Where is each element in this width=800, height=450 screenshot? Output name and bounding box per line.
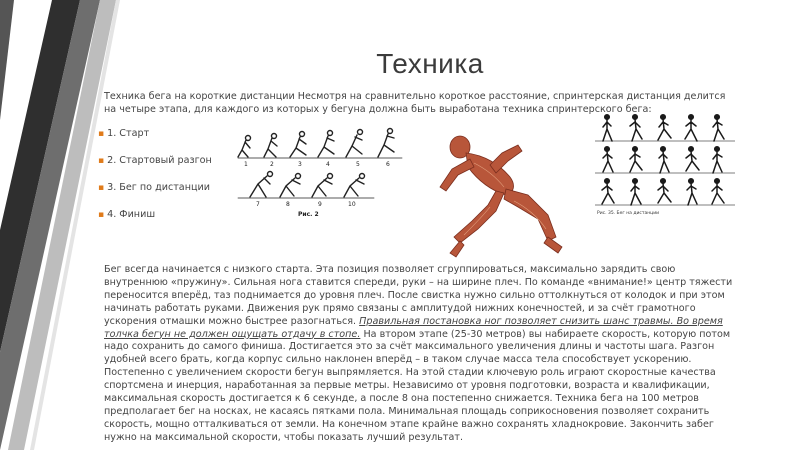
fig-number: 2 bbox=[270, 161, 274, 168]
intro-text: Техника бега на короткие дистанции Несмотря на сравнительно короткое расстояние, спринтерская дистанция делится на четыре этапа, для каждого из которых у бегуна должна быть выработана техника спринтерского бега: bbox=[104, 91, 726, 115]
fig-number: 3 bbox=[298, 161, 302, 168]
anatomy-runner-image bbox=[430, 125, 575, 265]
emphasis-text: Правильная постановка ног позволяет снизить шанс травмы. Во время толчка бегун не должен ощущать отдачу в стопе. bbox=[104, 315, 723, 340]
runner-grid bbox=[602, 115, 724, 205]
runner-figure-7 bbox=[250, 172, 273, 198]
stages-list bbox=[98, 127, 248, 235]
fig-number: 10 bbox=[348, 201, 356, 208]
figure-caption: Рис. 2 bbox=[298, 211, 319, 218]
stage-item: ▪ 1. Старт bbox=[98, 128, 150, 139]
runner-figure-9 bbox=[312, 174, 333, 198]
runner-figure-10 bbox=[344, 174, 365, 198]
runner-figure-8 bbox=[280, 174, 301, 198]
fig-number: 4 bbox=[326, 161, 330, 168]
bullet-icon: ▪ bbox=[98, 210, 105, 220]
runner-figure-3 bbox=[290, 132, 306, 158]
stage-item: ▪ 4. Финиш bbox=[98, 209, 156, 220]
runner-figure-4 bbox=[318, 131, 334, 158]
running-frames-figure bbox=[595, 110, 735, 218]
runner-figure-6 bbox=[378, 129, 394, 158]
bullet-icon: ▪ bbox=[98, 183, 105, 193]
runner-figure-5 bbox=[346, 130, 363, 158]
bullet-icon: ▪ bbox=[98, 156, 105, 166]
fig-number: 8 bbox=[286, 201, 290, 208]
bullet-icon: ▪ bbox=[98, 129, 105, 139]
runner-figure-1 bbox=[238, 136, 251, 158]
stage-item: ▪ 2. Стартовый разгон bbox=[98, 155, 212, 166]
fig-number: 9 bbox=[318, 201, 322, 208]
slide-title: Техника bbox=[376, 48, 484, 79]
fig-number: 7 bbox=[256, 201, 260, 208]
fig-number: 1 bbox=[244, 161, 248, 168]
fig-number: 6 bbox=[386, 161, 390, 168]
runner-figure-2 bbox=[264, 134, 277, 158]
fig-number: 5 bbox=[356, 161, 360, 168]
body-text: Бег всегда начинается с низкого старта. Эта позиция позволяет сгруппироваться, максимально зарядить свою внутреннюю «пружину». Сильная нога ставится спереди, руки – на ширине плеч. По команде «внимание!» центр тяжести переносится вперёд, таз поднимается до уровня плеч. После свистка нужно сильно оттолкнуться от колодок и при этом начинать работать руками. Движения рук прямо связаны с амплитудой нижних конечностей, и за счёт грамотного ускорения отмашки можно быстрее разогнаться. Правильная постановка ног позволяет снизить шанс травмы. Во время толчка бегун не должен ощущать отдачу в стопе. На втором этапе (25-30 метров) вы набираете скорость, которую потом надо сохранить до самого финиша. Достигается это за счёт максимального увеличения длины и частоты шага. Разгон удобней всего брать, когда корпус сильно наклонен вперёд – в таком случае масса тела способствует ускорению. Постепенно с увеличением скорости бегун выпрямляется. На этой стадии ключевую роль играют скоростные качества спортсмена и инерция, наработанная за первые метры. Независимо от уровня подготовки, возраста и квалификации, максимальная скорость достигается к 6 секунде, а после 8 она постепенно снижается. Техника бега на 100 метров предполагает бег на носках, не касаясь пятками пола. Минимальная площадь соприкосновения позволяет сохранить скорость, мощно отталкиваться от земли. На конечном этапе крайне важно сохранять хладнокровие. Закончить забег нужно на максимальной скорости, чтобы показать лучший результат. bbox=[104, 264, 733, 443]
start-phases-figure bbox=[234, 124, 406, 219]
figure-caption: Рис. 35. Бег на дистанции bbox=[597, 211, 660, 216]
stage-item: ▪ 3. Бег по дистанции bbox=[98, 182, 210, 193]
